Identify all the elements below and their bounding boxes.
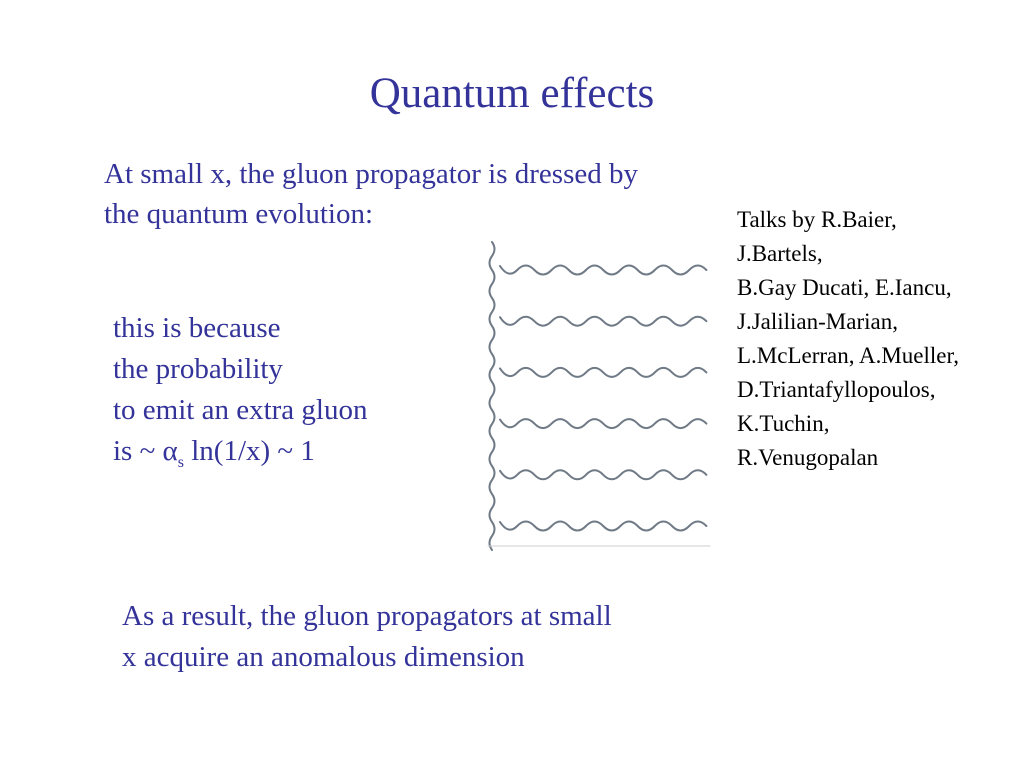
reason-text: [113, 308, 453, 472]
talks-list: [737, 203, 1022, 475]
talks-line-1: Talks by R.Baier,: [737, 207, 897, 232]
talks-line-7: K.Tuchin,: [737, 411, 830, 436]
ladder-rung-gluon: [500, 419, 706, 428]
ladder-rung-gluon: [500, 317, 706, 326]
alpha-subscript: s: [177, 453, 184, 471]
talks-line-8: R.Venugopalan: [737, 445, 879, 470]
gluon-ladder-diagram: [478, 234, 718, 554]
ladder-rung-gluon: [500, 522, 706, 531]
talks-line-4: J.Jalilian-Marian,: [737, 309, 898, 334]
result-text: [122, 596, 722, 678]
ladder-rung-gluon: [500, 266, 706, 275]
reason-line-2: the probability: [113, 353, 283, 385]
ladder-rung-gluon: [500, 368, 706, 377]
talks-line-5: L.McLerran, A.Mueller,: [737, 343, 959, 368]
talks-line-6: D.Triantafyllopoulos,: [737, 377, 936, 402]
alpha-symbol: α: [162, 435, 178, 467]
result-line-1: As a result, the gluon propagators at small: [122, 600, 612, 632]
reason-line-4: [113, 431, 453, 472]
ladder-vertical-gluon: [490, 242, 495, 550]
intro-line-2: the quantum evolution:: [104, 198, 374, 230]
slide-title: Quantum effects: [369, 70, 655, 117]
talks-line-3: B.Gay Ducati, E.Iancu,: [737, 275, 952, 300]
intro-text: [104, 154, 754, 234]
ladder-rung-gluon: [500, 470, 706, 479]
reason-line-1: this is because: [113, 312, 281, 344]
reason-line-3: to emit an extra gluon: [113, 394, 368, 426]
reason-line-4-prefix: is ~: [113, 435, 163, 467]
reason-line-4-suffix: ln(1/x) ~ 1: [183, 435, 315, 467]
talks-line-2: J.Bartels,: [737, 241, 823, 266]
intro-line-1: At small x, the gluon propagator is dressed by: [104, 158, 638, 190]
result-line-2: x acquire an anomalous dimension: [122, 641, 525, 673]
